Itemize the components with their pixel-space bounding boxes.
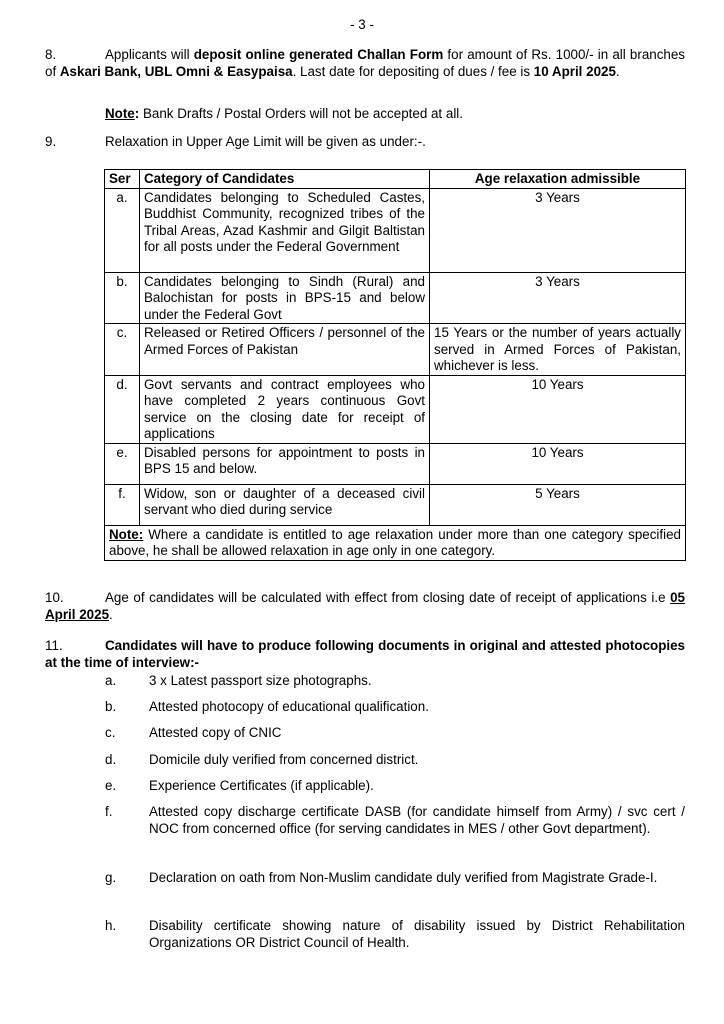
paragraph-number: 9. — [45, 134, 57, 149]
row-ser: b. — [105, 272, 140, 324]
closing-date: 05 April 2025 — [45, 590, 685, 622]
row-age: 3 Years — [430, 188, 686, 272]
header-age-relaxation: Age relaxation admissible — [430, 170, 686, 189]
row-age: 5 Years — [430, 484, 686, 525]
paragraph-10 — [45, 590, 685, 623]
item-text: Disability certificate showing nature of disability issued by District Rehabilitation Organizations OR District Council of Health. — [149, 918, 685, 950]
row-category: Govt servants and contract employees who have completed 2 years continuous Govt service on the closing date for receipt of applications — [140, 375, 430, 443]
deadline-date: 10 April 2025 — [533, 63, 616, 79]
paragraph-11 — [45, 638, 685, 671]
item-letter: h. — [105, 918, 117, 933]
table-row — [105, 188, 686, 272]
row-ser: c. — [105, 324, 140, 376]
note-text: Where a candidate is entitled to age relaxation under more than one category specified above, he shall be allowed relaxation in age only in one category. — [109, 526, 681, 558]
bold-text: Askari Bank, UBL Omni & Easypaisa — [59, 63, 293, 79]
header-ser: Ser — [105, 170, 140, 189]
note-label: Note: — [109, 526, 144, 542]
table-row — [105, 375, 686, 443]
row-ser: f. — [105, 484, 140, 525]
item-text: Attested copy discharge certificate DASB (for candidate himself from Army) / svc cert / NOC from concerned office (for serving candidates in MES / other Govt department). — [149, 804, 685, 836]
item-letter: f. — [105, 804, 113, 819]
table-note — [105, 525, 686, 560]
table-row — [105, 324, 686, 376]
paragraph-number: 11. — [45, 638, 63, 653]
note-label: Note — [105, 106, 135, 121]
row-ser: e. — [105, 443, 140, 484]
text: for amount of Rs. 1000/- in all branches of — [45, 47, 686, 79]
row-ser: d. — [105, 375, 140, 443]
item-text: Domicile duly verified from concerned district. — [149, 752, 419, 767]
paragraph-9 — [45, 134, 685, 151]
text: Relaxation in Upper Age Limit will be given as under:-. — [105, 134, 426, 149]
item-letter: d. — [105, 752, 117, 767]
item-text: Attested copy of CNIC — [149, 725, 282, 740]
item-letter: g. — [105, 870, 117, 885]
item-letter: e. — [105, 778, 117, 793]
text: Age of candidates will be calculated with effect from closing date of receipt of applications i.e — [105, 590, 671, 605]
paragraph-number: 10. — [45, 590, 64, 605]
text: . — [615, 63, 620, 79]
item-text: Attested photocopy of educational qualification. — [149, 699, 429, 714]
table-row — [105, 443, 686, 484]
item-letter: a. — [105, 673, 117, 688]
row-age: 15 Years or the number of years actually served in Armed Forces of Pakistan, whichever is less. — [430, 324, 686, 376]
row-age: 3 Years — [430, 272, 686, 324]
bank-draft-note: Note: Bank Drafts / Postal Orders will not be accepted at all. — [105, 106, 463, 121]
item-letter: b. — [105, 699, 117, 714]
item-text: 3 x Latest passport size photographs. — [149, 673, 372, 688]
paragraph-8 — [45, 47, 685, 80]
table-row — [105, 484, 686, 525]
row-category: Candidates belonging to Sindh (Rural) and Balochistan for posts in BPS-15 and below under the Federal Govt — [140, 272, 430, 324]
row-age: 10 Years — [430, 443, 686, 484]
paragraph-number: 8. — [45, 47, 57, 62]
row-category: Widow, son or daughter of a deceased civil servant who died during service — [140, 484, 430, 525]
item-text: Experience Certificates (if applicable). — [149, 778, 374, 793]
note-text: Bank Drafts / Postal Orders will not be accepted at all. — [139, 106, 463, 121]
text: Applicants will — [105, 47, 194, 62]
table-row — [105, 272, 686, 324]
table-note-row — [105, 525, 686, 560]
row-category: Released or Retired Officers / personnel of the Armed Forces of Pakistan — [140, 324, 430, 376]
documents-heading: Candidates will have to produce following documents in original and attested photocopies at the time of interview:- — [45, 638, 685, 670]
item-text: Declaration on oath from Non-Muslim candidate duly verified from Magistrate Grade-I. — [149, 870, 658, 885]
text: . Last date for depositing of dues / fee is — [292, 63, 534, 79]
text: . — [109, 606, 113, 622]
page-number: - 3 - — [350, 17, 374, 32]
header-category: Category of Candidates — [140, 170, 430, 189]
bold-text: deposit online generated Challan Form — [193, 47, 444, 62]
row-category: Disabled persons for appointment to posts in BPS 15 and below. — [140, 443, 430, 484]
item-letter: c. — [105, 725, 116, 740]
row-age: 10 Years — [430, 375, 686, 443]
row-ser: a. — [105, 188, 140, 272]
age-relaxation-table — [104, 169, 686, 561]
table-header-row — [105, 170, 686, 189]
row-category: Candidates belonging to Scheduled Castes, Buddhist Community, recognized tribes of the Tribal Areas, Azad Kashmir and Gilgit Baltistan for all posts under the Federal Government — [140, 188, 430, 272]
